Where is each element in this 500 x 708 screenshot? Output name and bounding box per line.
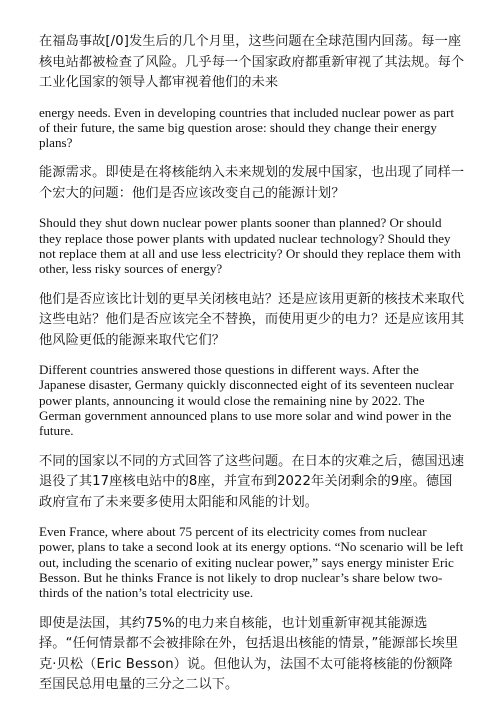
paragraph-zh-4: 不同的国家以不同的方式回答了这些问题。在日本的灾难之后，德国迅速退役了其17座核电站中的8座，并宣布到2022年关闭剩余的9座。德国政府宣布了未来要多使用太阳能和风能的计划。 — [39, 453, 465, 510]
paragraph-en-2: Should they shut down nuclear power plants sooner than planned? Or should they replace those power plants with updated nuclear technology? Should they not replace them at all and use less electricity? Or should they replace them with other, less risky sources of energy? — [39, 215, 461, 277]
paragraph-zh-1: 在福岛事故[/0]发生后的几个月里，这些问题在全球范围内回荡。每一座核电站都被检查了风险。几乎每一个国家政府都重新审视了其法规。每个工业化国家的领导人都审视着他们的未来 — [39, 34, 465, 90]
paragraph-zh-2: 能源需求。即使是在将核能纳入未来规划的发展中国家，也出现了同样一个宏大的问题：他们是否应该改变自己的能源计划？ — [39, 165, 465, 201]
paragraph-en-3: Different countries answered those questions in different ways. After the Japanese disaster, Germany quickly disconnected eight of its seventeen nuclear power plants, announcing it would close the remaining nine by 2022. The German government announced plans to use more solar and wind power in the future. — [39, 362, 454, 439]
document-page — [39, 32, 465, 707]
paragraph-zh-5: 即使是法国，其约75%的电力来自核能，也计划重新审视其能源选择。“任何情景都不会被排除在外，包括退出核能的情景，”能源部长埃里克·贝松（Eric Besson）说。但他认为，法国不太可能将核能的份额降至国民总用电量的三分之二以下。 — [39, 615, 459, 693]
paragraph-en-4: Even France, where about 75 percent of its electricity comes from nuclear power, plans to take a second look at its energy options. “No scenario will be left out, including the scenario of exiting nuclear power,” says energy minister Eric Besson. But he thinks France is not likely to drop nuclear’s share below two-thirds of the nation’s total electricity use. — [39, 524, 464, 601]
paragraph-zh-3: 他们是否应该比计划的更早关闭核电站？还是应该用更新的核技术来取代这些电站？他们是否应该完全不替换，而使用更少的电力？还是应该用其他风险更低的能源来取代它们？ — [39, 291, 465, 348]
paragraph-en-1: energy needs. Even in developing countries that included nuclear power as part of their future, the same big question arose: should they change their energy plans? — [39, 104, 454, 151]
